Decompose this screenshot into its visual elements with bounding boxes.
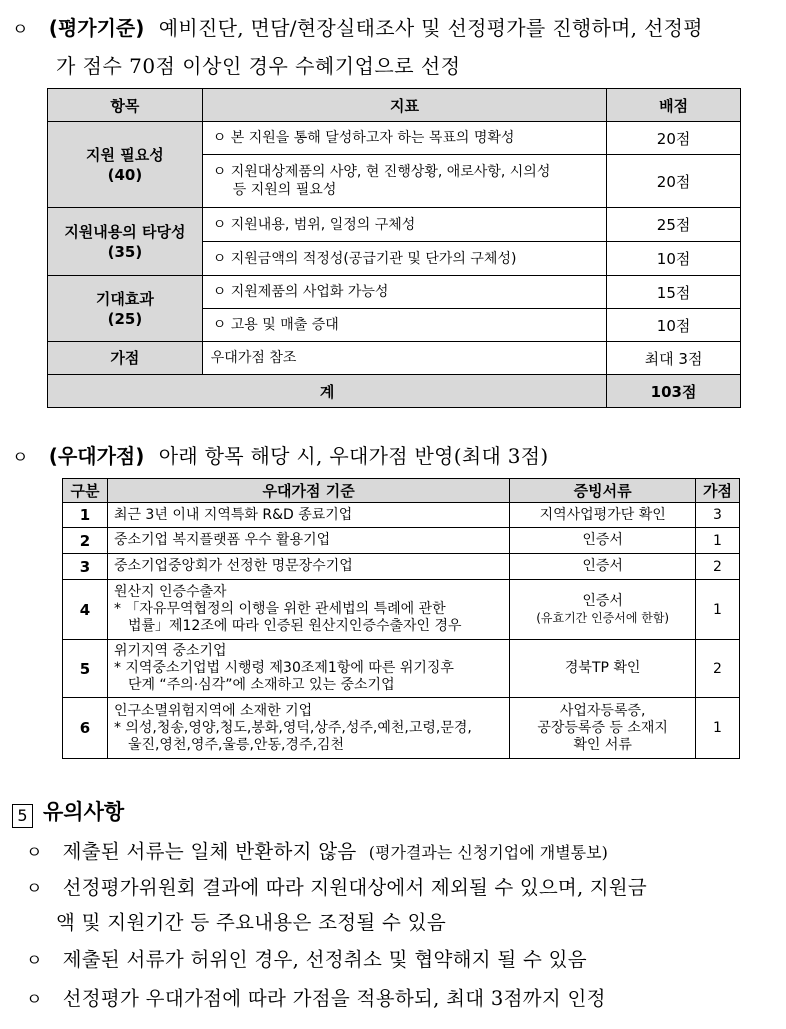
eval-score: 20점 xyxy=(607,122,741,155)
eval-score: 20점 xyxy=(607,155,741,208)
eval-indicator-line: ㅇ 지원대상제품의 사양, 현 진행상황, 애로사항, 시의성 xyxy=(212,164,551,180)
eval-indicator: ㅇ 지원제품의 사업화 가능성 xyxy=(202,276,606,309)
eval-header-item: 항목 xyxy=(48,89,203,122)
bonus-row-no: 4 xyxy=(63,580,108,640)
table-row xyxy=(63,580,740,640)
bonus-evidence-line: 인증서 xyxy=(582,592,623,609)
note-text: 제출된 서류는 일체 반환하지 않음 xyxy=(62,840,357,863)
bonus-row-criteria: 중소기업 복지플랫폼 우수 활용기업 xyxy=(107,528,509,554)
eval-indicator xyxy=(202,155,606,208)
bonus-row-no: 3 xyxy=(63,554,108,580)
bonus-row-no: 6 xyxy=(63,698,108,759)
table-row xyxy=(48,122,741,155)
bonus-header-criteria: 우대가점 기준 xyxy=(107,479,509,503)
bonus-row-criteria xyxy=(107,640,509,698)
eval-indicator: ㅇ 고용 및 매출 증대 xyxy=(202,309,606,342)
eval-intro-text-2: 가 점수 70점 이상인 경우 수혜기업으로 선정 xyxy=(56,54,461,78)
bonus-row-no: 2 xyxy=(63,528,108,554)
note-text: 액 및 지원기간 등 주요내용은 조정될 수 있음 xyxy=(56,911,446,934)
eval-bonus-score: 최대 3점 xyxy=(607,342,741,375)
bonus-row-evidence xyxy=(510,698,696,759)
bonus-row-criteria: 중소기업중앙회가 선정한 명문장수기업 xyxy=(107,554,509,580)
note-item xyxy=(26,983,786,1011)
eval-heading: (평가기준) xyxy=(48,16,145,40)
bullet-circle-icon: ㅇ xyxy=(12,448,29,468)
bonus-row-evidence: 인증서 xyxy=(510,528,696,554)
bonus-row-evidence: 지역사업평가단 확인 xyxy=(510,503,696,528)
notes-title: 유의사항 xyxy=(43,800,125,824)
bonus-criteria-line: 단계 “주의·심각”에 소재하고 있는 중소기업 xyxy=(127,677,395,693)
bonus-row-evidence: 인증서 xyxy=(510,554,696,580)
eval-score: 15점 xyxy=(607,276,741,309)
bullet-circle-icon: ㅇ xyxy=(26,951,43,971)
bonus-row-criteria xyxy=(107,580,509,640)
bonus-evidence-line: 사업자등록증, xyxy=(559,702,646,719)
table-row xyxy=(63,698,740,759)
bonus-evidence-line: (유효기간 인증서에 한함) xyxy=(536,610,670,625)
bonus-criteria-line: 인구소멸위험지역에 소재한 기업 xyxy=(113,702,313,719)
bonus-criteria-line: 법률」제12조에 따라 인증된 원산지인증수출자인 경우 xyxy=(127,618,462,634)
note-text: 제출된 서류가 허위인 경우, 선정취소 및 협약해지 될 수 있음 xyxy=(62,948,587,971)
bonus-header-no: 구분 xyxy=(63,479,108,503)
eval-indicator-line: 등 지원의 필요성 xyxy=(232,182,337,198)
bonus-row-no: 5 xyxy=(63,640,108,698)
bonus-row-no: 1 xyxy=(63,503,108,528)
eval-table-header-row xyxy=(48,89,741,122)
bonus-table-header-row xyxy=(63,479,740,503)
bonus-row-points: 1 xyxy=(696,698,740,759)
eval-total-label: 계 xyxy=(48,375,607,408)
eval-score: 25점 xyxy=(607,208,741,242)
bonus-evidence-line: 확인 서류 xyxy=(573,736,632,753)
bonus-row-criteria xyxy=(107,698,509,759)
bonus-row-evidence xyxy=(510,580,696,640)
eval-header-indicator: 지표 xyxy=(202,89,606,122)
note-item xyxy=(26,836,786,864)
table-row xyxy=(48,208,741,242)
eval-score: 10점 xyxy=(607,309,741,342)
bullet-circle-icon: ㅇ xyxy=(26,843,43,863)
eval-category-cell xyxy=(48,276,203,342)
table-row xyxy=(63,554,740,580)
bonus-row-points: 1 xyxy=(696,580,740,640)
eval-intro-line-1 xyxy=(12,12,786,41)
bonus-criteria-line: 울진,영천,영주,울릉,안동,경주,김천 xyxy=(127,736,344,753)
eval-indicator: ㅇ 지원내용, 범위, 일정의 구체성 xyxy=(202,208,606,242)
bullet-circle-icon: ㅇ xyxy=(26,879,43,899)
table-row xyxy=(48,342,741,375)
bonus-intro-text: 아래 항목 해당 시, 우대가점 반영(최대 3점) xyxy=(158,444,549,468)
eval-total-row xyxy=(48,375,741,408)
bonus-points-table xyxy=(62,478,740,759)
note-paren: (평가결과는 신청기업에 개별통보) xyxy=(368,843,608,862)
bonus-criteria-line: 위기지역 중소기업 xyxy=(113,643,227,659)
bullet-circle-icon: ㅇ xyxy=(26,990,43,1010)
bonus-heading: (우대가점) xyxy=(48,444,145,468)
bonus-row-criteria: 최근 3년 이내 지역특화 R&D 종료기업 xyxy=(107,503,509,528)
eval-criteria-table xyxy=(47,88,741,408)
bonus-intro-line xyxy=(12,440,786,469)
eval-category-cell xyxy=(48,122,203,208)
note-item xyxy=(26,944,786,972)
eval-category-points: (35) xyxy=(107,242,143,261)
eval-indicator: ㅇ 지원금액의 적정성(공급기관 및 단가의 구체성) xyxy=(202,242,606,276)
bonus-row-points: 2 xyxy=(696,640,740,698)
bonus-header-points: 가점 xyxy=(696,479,740,503)
bonus-row-points: 1 xyxy=(696,528,740,554)
bonus-criteria-line: * 지역중소기업법 시행령 제30조제1항에 따른 위기징후 xyxy=(113,660,454,676)
eval-header-score: 배점 xyxy=(607,89,741,122)
note-text: 선정평가위원회 결과에 따라 지원대상에서 제외될 수 있으며, 지원금 xyxy=(62,876,647,899)
eval-category-name: 지원내용의 타당성 xyxy=(64,222,186,241)
bullet-circle-icon: ㅇ xyxy=(12,20,29,40)
bonus-criteria-line: * 의성,청송,영양,청도,봉화,영덕,상주,성주,예천,고령,문경, xyxy=(113,719,472,736)
eval-bonus-indicator: 우대가점 참조 xyxy=(202,342,606,375)
eval-score: 10점 xyxy=(607,242,741,276)
bonus-evidence-line: 공장등록증 등 소재지 xyxy=(537,719,668,736)
bonus-row-points: 3 xyxy=(696,503,740,528)
table-row xyxy=(63,640,740,698)
eval-indicator: ㅇ 본 지원을 통해 달성하고자 하는 목표의 명확성 xyxy=(202,122,606,155)
note-item xyxy=(26,872,786,900)
eval-total-score: 103점 xyxy=(607,375,741,408)
eval-category-name: 지원 필요성 xyxy=(86,145,164,164)
bonus-criteria-line: * 「자유무역협정의 이행을 위한 관세법의 특례에 관한 xyxy=(113,601,446,617)
note-text: 선정평가 우대가점에 따라 가점을 적용하되, 최대 3점까지 인정 xyxy=(62,987,606,1010)
bonus-header-evidence: 증빙서류 xyxy=(510,479,696,503)
bonus-criteria-line: 원산지 인증수출자 xyxy=(113,584,227,600)
eval-category-points: (25) xyxy=(107,309,143,328)
bonus-row-points: 2 xyxy=(696,554,740,580)
bonus-row-evidence: 경북TP 확인 xyxy=(510,640,696,698)
eval-category-name: 기대효과 xyxy=(95,289,154,308)
table-row xyxy=(63,503,740,528)
eval-intro-text-1: 예비진단, 면담/현장실태조사 및 선정평가를 진행하며, 선정평 xyxy=(158,16,703,40)
eval-category-cell xyxy=(48,208,203,276)
eval-category-points: (40) xyxy=(107,165,143,184)
table-row xyxy=(63,528,740,554)
eval-intro-line-2 xyxy=(56,50,786,79)
table-row xyxy=(48,276,741,309)
section-number-box: 5 xyxy=(12,804,33,828)
eval-bonus-label: 가점 xyxy=(48,342,203,375)
notes-section-heading xyxy=(12,796,124,828)
note-item-continued xyxy=(56,907,786,935)
